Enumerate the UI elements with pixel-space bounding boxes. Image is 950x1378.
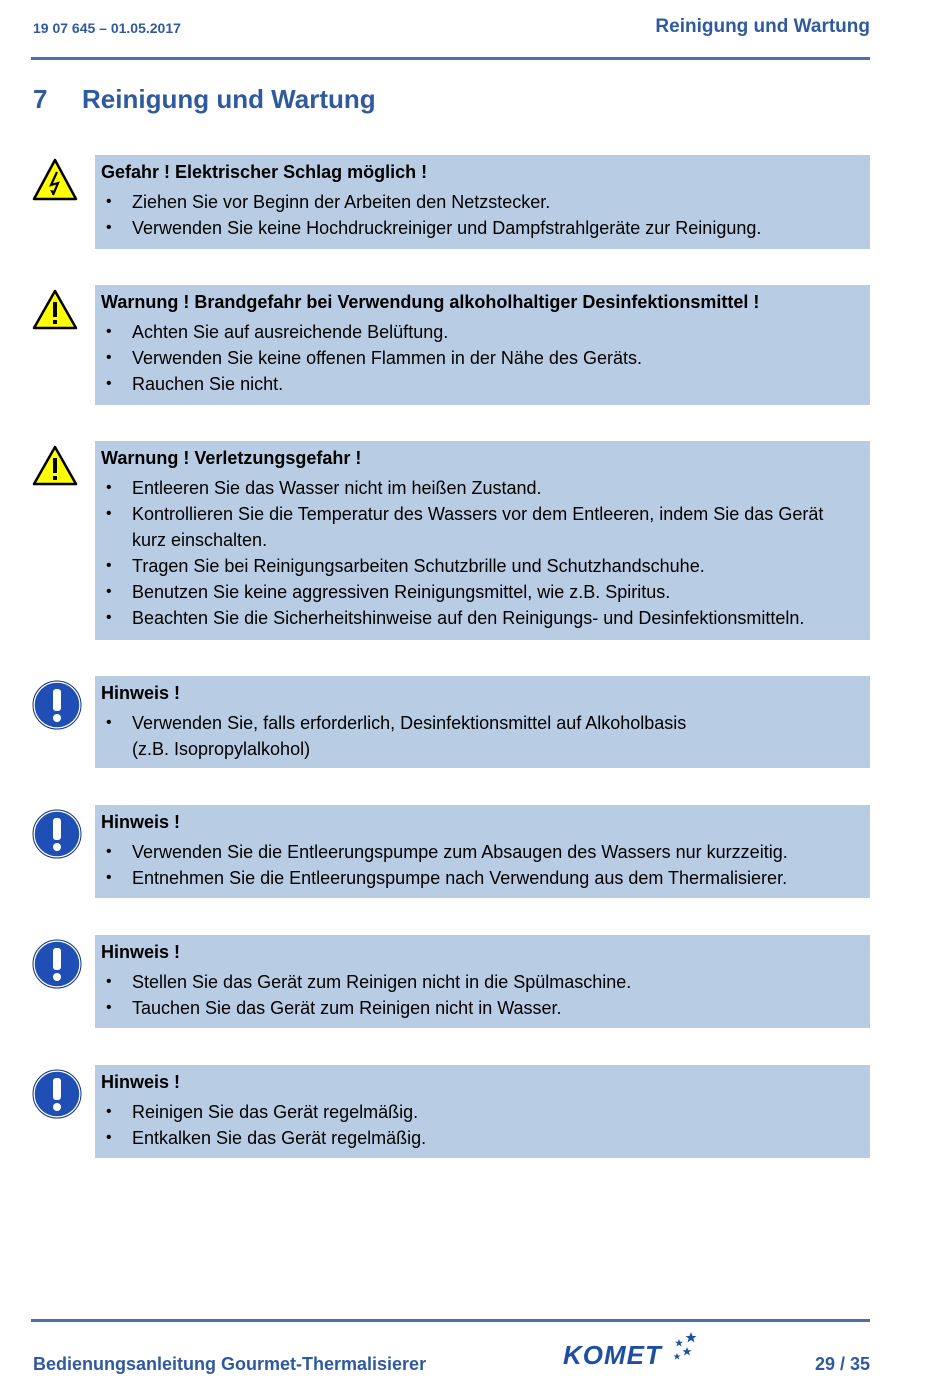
hint-box [95,805,870,898]
list-item: • Beachten Sie die Sicherheitshinweise auf den Reinigungs- und Desinfektionsmitteln. [101,605,864,631]
hint-box [95,1065,870,1158]
header-section-title: Reinigung und Wartung [655,16,870,37]
info-exclamation-icon [32,939,82,994]
notice-list [101,1099,864,1151]
list-item: • Reinigen Sie das Gerät regelmäßig. [101,1099,864,1125]
notice-list [101,839,864,891]
list-item: • Entkalken Sie das Gerät regelmäßig. [101,1125,864,1151]
footer-divider [31,1319,870,1322]
notice-title: Hinweis ! [101,1072,181,1092]
list-item: • Verwenden Sie keine offenen Flammen in der Nähe des Geräts. [101,345,864,371]
warning-icon [32,445,78,492]
notice-list [101,475,864,631]
list-item: • Rauchen Sie nicht. [101,371,864,397]
chapter-number: 7 [33,84,48,114]
list-item: • Entleeren Sie das Wasser nicht im heißen Zustand. [101,475,864,501]
page-number: 29 / 35 [814,1354,870,1374]
danger-notice-box [95,155,870,249]
notice-list [101,710,864,762]
list-item: • Verwenden Sie keine Hochdruckreiniger und Dampfstrahlgeräte zur Reinigung. [101,215,864,241]
list-item: • Kontrollieren Sie die Temperatur des Wassers vor dem Entleeren, indem Sie das Gerät kurz einschalten. [101,501,864,553]
fire-warning-box [95,285,870,405]
list-item: • Stellen Sie das Gerät zum Reinigen nicht in die Spülmaschine. [101,969,864,995]
chapter-heading [33,84,376,115]
list-item: • Entnehmen Sie die Entleerungspumpe nach Verwendung aus dem Thermalisierer. [101,865,864,891]
electric-hazard-icon [32,158,78,207]
manual-title: Bedienungsanleitung Gourmet-Thermalisierer [33,1354,427,1374]
list-item: • Benutzen Sie keine aggressiven Reinigungsmittel, wie z.B. Spiritus. [101,579,864,605]
list-item: • Achten Sie auf ausreichende Belüftung. [101,319,864,345]
hint-box [95,676,870,768]
list-item: • Verwenden Sie, falls erforderlich, Desinfektionsmittel auf Alkoholbasis (z.B. Isopropylalkohol) [101,710,864,762]
list-item: • Verwenden Sie die Entleerungspumpe zum Absaugen des Wassers nur kurzzeitig. [101,839,864,865]
notice-title: Gefahr ! Elektrischer Schlag möglich ! [101,162,428,182]
warning-icon [32,289,78,336]
komet-logo [561,1330,701,1374]
notice-title: Hinweis ! [101,812,181,832]
notice-list [101,319,864,397]
notice-title: Hinweis ! [101,942,181,962]
chapter-title: Reinigung und Wartung [82,84,376,114]
logo-text: KOMET [563,1340,662,1370]
notice-list [101,969,864,1021]
list-item: • Tragen Sie bei Reinigungsarbeiten Schutzbrille und Schutzhandschuhe. [101,553,864,579]
list-item: • Ziehen Sie vor Beginn der Arbeiten den Netzstecker. [101,189,864,215]
stars-icon [665,1330,701,1366]
notice-title: Hinweis ! [101,683,181,703]
header-divider [31,57,870,60]
injury-warning-box [95,441,870,640]
notice-title: Warnung ! Verletzungsgefahr ! [101,448,362,468]
info-exclamation-icon [32,809,82,864]
info-exclamation-icon [32,680,82,735]
list-item: • Tauchen Sie das Gerät zum Reinigen nicht in Wasser. [101,995,864,1021]
document-reference: 19 07 645 – 01.05.2017 [33,20,181,36]
notice-title: Warnung ! Brandgefahr bei Verwendung alkoholhaltiger Desinfektionsmittel ! [101,292,760,312]
notice-list [101,189,864,241]
info-exclamation-icon [32,1069,82,1124]
hint-box [95,935,870,1028]
